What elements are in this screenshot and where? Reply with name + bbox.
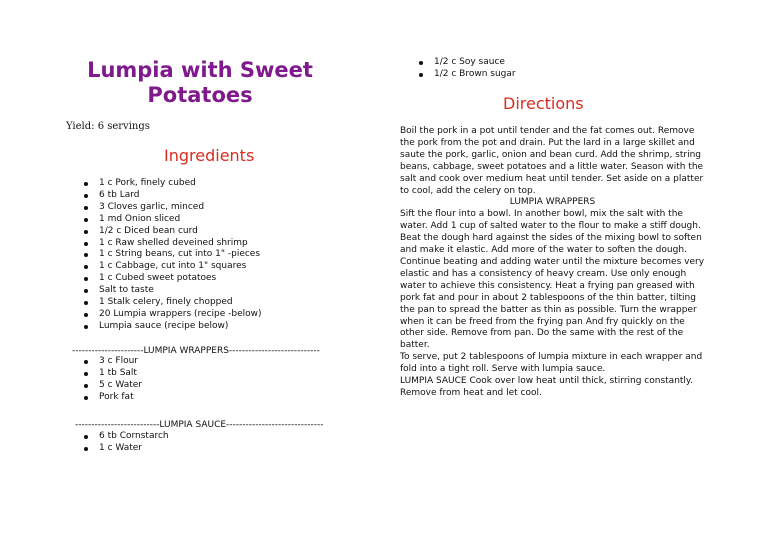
list-item: 1 c Cubed sweet potatoes [82,273,262,285]
list-item: 1 c Water [82,443,169,455]
list-item: 3 c Flour [82,356,142,368]
sauce-divider: --------------------------LUMPIA SAUCE------------------------------ [75,420,324,430]
list-item: 20 Lumpia wrappers (recipe -below) [82,309,262,321]
list-item: 5 c Water [82,380,142,392]
directions-text [400,126,705,400]
list-item: 1 tb Salt [82,368,142,380]
sauce-list [82,431,169,455]
list-item: 3 Cloves garlic, minced [82,202,262,214]
wrappers-divider: ----------------------LUMPIA WRAPPERS---------------------------- [72,346,320,356]
list-item: 1 c Raw shelled deveined shrimp [82,238,262,250]
ingredients-list [82,178,262,333]
list-item: 1/2 c Soy sauce [417,57,516,69]
list-item: Lumpia sauce (recipe below) [82,321,262,333]
directions-paragraph: Boil the pork in a pot until tender and the fat comes out. Remove the pork from the pot and drain. Put the lard in a large skillet and saute the pork, garlic, onion and bean curd. Add the shrimp, string beans, cabbage, sweet potatoes and a little water. Season with the salt and cook over medium heat until tender. Set aside on a platter to cool, add the celery on top. [400,126,704,196]
directions-paragraph: Sift the flour into a bowl. In another bowl, mix the salt with the water. Add 1 cup of salted water to the flour to make a stiff dough. Beat the dough hard against the sides of the mixing bowl to soften and make it elastic. Add more of the water to soften the dough. Continue beating and adding water until the mixture becomes very elastic and has a consistency of heavy cream. Use only enough water to achieve this consistency. Heat a frying pan greased with pork fat and pour in about 2 tablespoons of the thin batter, tilting the pan to spread the batter as thin as possible. Turn the wrapper when it can be freed from the frying pan And fry quickly on the other side. Remove from pan. Do the same with the rest of the batter. [400,209,705,351]
list-item: 6 tb Lard [82,190,262,202]
directions-paragraph: LUMPIA SAUCE Cook over low heat until thick, stirring constantly. Remove from heat and let cool. [400,376,693,398]
list-item: Salt to taste [82,285,262,297]
list-item: 1 Stalk celery, finely chopped [82,297,262,309]
ingredients-heading: Ingredients [164,146,255,165]
directions-subheading: LUMPIA WRAPPERS [509,197,596,208]
list-item: 1/2 c Brown sugar [417,69,516,81]
directions-paragraph: To serve, put 2 tablespoons of lumpia mixture in each wrapper and fold into a tight roll. Serve with lumpia sauce. [400,352,703,375]
list-item: 1 c String beans, cut into 1" -pieces [82,249,262,261]
list-item: 1 c Pork, finely cubed [82,178,262,190]
directions-heading: Directions [503,94,584,113]
list-item: 6 tb Cornstarch [82,431,169,443]
list-item: 1 md Onion sliced [82,214,262,226]
list-item: 1 c Cabbage, cut into 1" squares [82,261,262,273]
list-item: 1/2 c Diced bean curd [82,226,262,238]
recipe-title: Lumpia with Sweet Potatoes [87,58,313,107]
list-item: Pork fat [82,392,142,404]
sauce-list-continued [417,57,516,81]
yield-text: Yield: 6 servings [66,121,150,132]
wrappers-list [82,356,142,404]
